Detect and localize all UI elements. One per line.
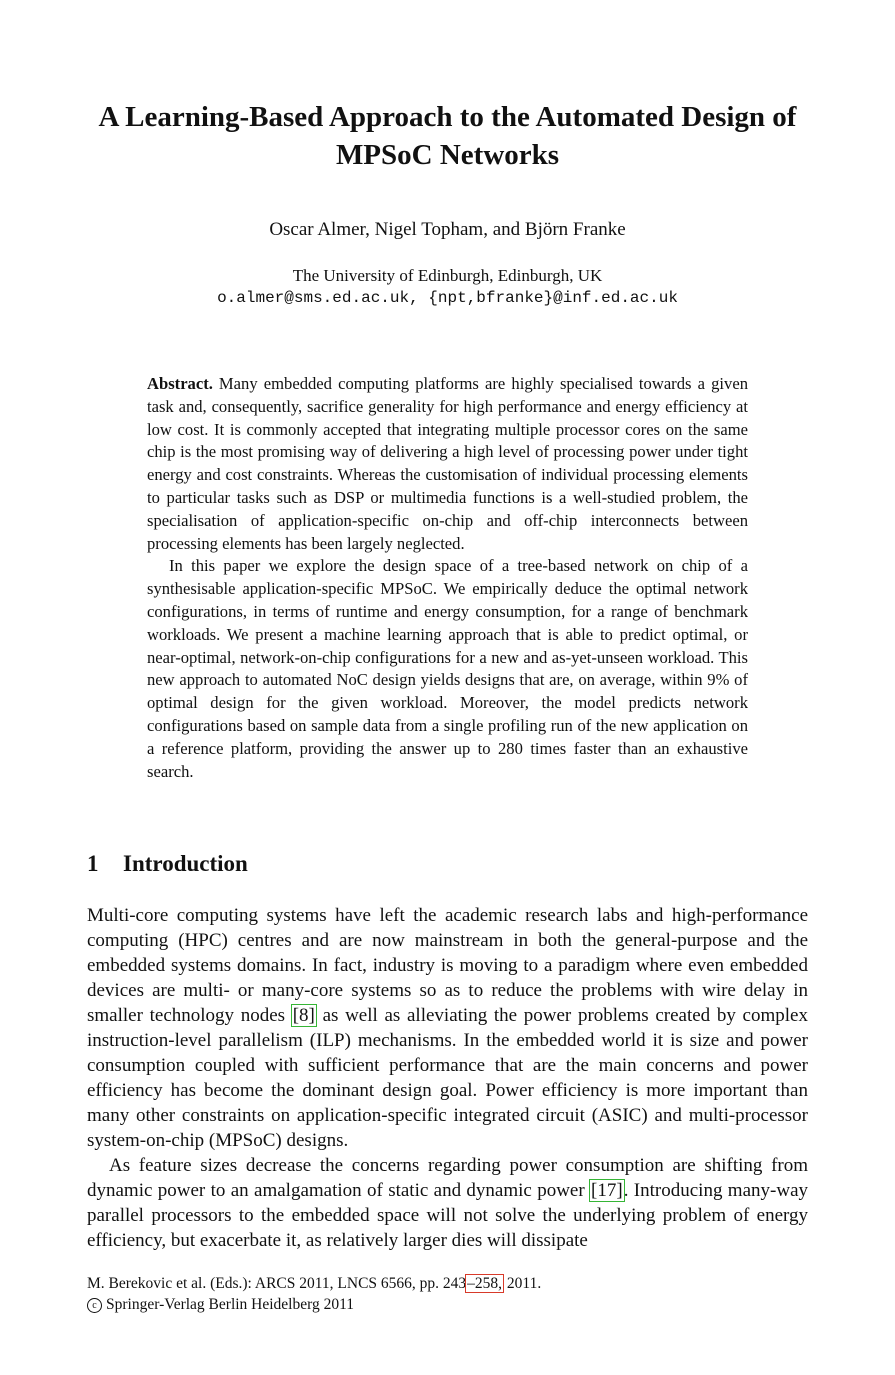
- intro-paragraph-2: [87, 1153, 808, 1253]
- intro-text-1b: as well as alleviating the power problems created by complex instruction-level parallelism (ILP) mechanisms. In the embedded world it is size and power consumption coupled with sufficient performance that are the main concerns and power efficiency has become the dominant design goal. Power efficiency is more important than many other constraints on application-specific integrated circuit (ASIC) and multi-processor system-on-chip (MPSoC) designs.: [87, 1005, 808, 1151]
- citation-link-17[interactable]: [17]: [591, 1180, 623, 1201]
- citation-line: [87, 1273, 808, 1294]
- copyright-line: [87, 1294, 808, 1315]
- introduction-body: [87, 903, 808, 1253]
- section-number: 1: [87, 851, 99, 876]
- copyright-text: Springer-Verlag Berlin Heidelberg 2011: [106, 1296, 355, 1313]
- author-list: Oscar Almer, Nigel Topham, and Björn Franke: [269, 219, 626, 240]
- intro-text-2b: . Introducing many-way parallel processors to the embedded space will not solve the underlying problem of energy efficiency, but exacerbate it, as relatively larger dies will dissipate: [87, 1180, 808, 1251]
- paper-title: A Learning-Based Approach to the Automated Design of MPSoC Networks: [98, 101, 797, 171]
- intro-text-1a: Multi-core computing systems have left the academic research labs and high-performance computing (HPC) centres and are now mainstream in both the general-purpose and the embedded systems domains. In fact, industry is moving to a paradigm where even embedded devices are multi- or many-core systems so as to reduce the problems with wire delay in smaller technology nodes: [87, 905, 808, 1026]
- citation-year: 2011.: [503, 1275, 542, 1292]
- copyright-icon: c: [87, 1298, 102, 1313]
- intro-text-2a: As feature sizes decrease the concerns regarding power consumption are shifting from dynamic power to an amalgamation of static and dynamic power: [87, 1155, 808, 1201]
- page-range-link[interactable]: –258,: [467, 1275, 503, 1292]
- section-title: Introduction: [123, 851, 248, 876]
- section-heading-introduction: [87, 849, 248, 879]
- abstract-label: Abstract.: [147, 374, 213, 393]
- citation-link-8[interactable]: [8]: [292, 1005, 315, 1026]
- abstract-paragraph-1: [147, 373, 748, 555]
- abstract-text-1: Many embedded computing platforms are highly specialised towards a given task and, consequently, sacrifice generality for high performance and energy efficiency at low cost. It is commonly accepted that integrating multiple processor cores on the same chip is the most promising way of delivering a high level of processing power under tight energy and cost constraints. Whereas the customisation of individual processing elements to particular tasks such as DSP or multimedia functions is a well-studied problem, the specialisation of application-specific on-chip and off-chip interconnects between processing elements has been largely neglected.: [147, 374, 748, 553]
- affiliation: The University of Edinburgh, Edinburgh, UK: [292, 266, 603, 285]
- abstract: [147, 373, 748, 783]
- footer: [87, 1273, 808, 1315]
- author-emails: o.almer@sms.ed.ac.uk, {npt,bfranke}@inf.ed.ac.uk: [217, 289, 678, 307]
- abstract-paragraph-2: In this paper we explore the design space of a tree-based network on chip of a synthesisable application-specific MPSoC. We empirically deduce the optimal network configurations, in terms of runtime and energy consumption, for a range of benchmark workloads. We present a machine learning approach that is able to predict optimal, or near-optimal, network-on-chip configurations for a new and as-yet-unseen workload. This new approach to automated NoC design yields designs that are, on average, within 9% of optimal design for the given workload. Moreover, the model predicts network configurations based on sample data from a single profiling run of the new application on a reference platform, providing the answer up to 280 times faster than an exhaustive search.: [147, 556, 748, 781]
- citation-text: M. Berekovic et al. (Eds.): ARCS 2011, LNCS 6566, pp. 243: [87, 1275, 467, 1292]
- intro-paragraph-1: [87, 903, 808, 1153]
